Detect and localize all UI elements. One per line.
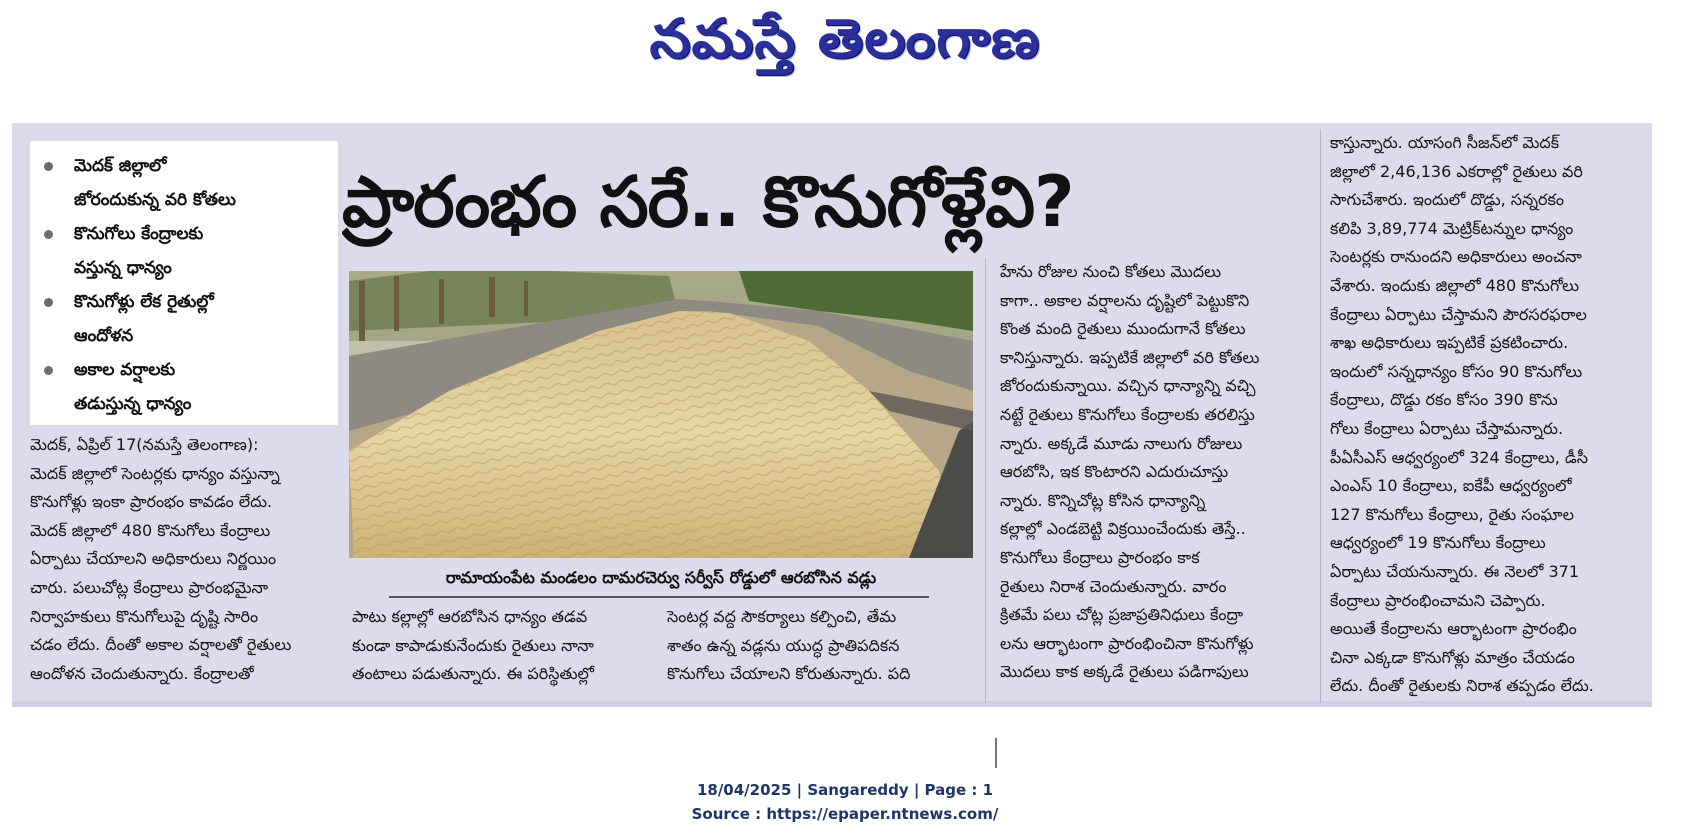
text-line: చారు. పలుచోట్ల కేంద్రాలు ప్రారంభమైనా — [30, 577, 269, 597]
highlight-line: అకాల వర్షాలకు — [74, 360, 176, 380]
text-line: ఆధ్వర్యంలో 19 కొనుగోలు కేంద్రాలు — [1330, 533, 1546, 553]
text-line: మెదక్ జిల్లాలో 480 కొనుగోలు కేంద్రాలు — [30, 520, 271, 540]
next-article-strip — [0, 728, 1690, 764]
article-column-4 — [1000, 258, 1315, 703]
text-line: ఆందోళన చెందుతున్నారు. కేంద్రాలతో — [30, 663, 254, 683]
text-line: కేంద్రాలు ప్రారంభించామని చెప్పారు. — [1330, 590, 1546, 610]
highlight-item — [44, 353, 328, 421]
text-line: కేంద్రాలు, దొడ్డు రకం కోసం 390 కొను — [1330, 390, 1558, 410]
text-line: ఆరబోసి, ఇక కొంటారని ఎదురుచూస్తు — [1000, 462, 1229, 482]
column-divider — [995, 738, 997, 768]
news-article — [12, 123, 1652, 707]
text-line: కాగా.. అకాల వర్షాలను దృష్టిలో పెట్టుకొని — [1000, 290, 1250, 310]
text-line: కానిస్తున్నారు. ఇప్పటికే జిల్లాలో వరి కోతలు — [1000, 347, 1260, 367]
next-headline-fragment-right — [1030, 734, 1590, 764]
text-line: శాఖ అధికారులు ఇప్పటికే ప్రకటించారు. — [1330, 333, 1569, 353]
text-line: చినా ఎక్కడా కొనుగోళ్లు మాత్రం చేయడం — [1330, 647, 1575, 667]
highlight-line: ఆందోళన — [74, 326, 134, 346]
article-column-3 — [667, 603, 973, 703]
text-line: మెదక్, ఏప్రిల్ 17(నమస్తే తెలంగాణ): — [30, 435, 259, 454]
highlight-line: మెదక్ జిల్లాలో — [74, 156, 167, 176]
text-line: రైతులు నిరాశ చెందుతున్నారు. వారం — [1000, 576, 1227, 596]
text-line: శాతం ఉన్న వడ్లను యుద్ధ ప్రాతిపదికన — [667, 635, 900, 655]
text-line: కొంత మంది రైతులు ముందుగానే కోతలు — [1000, 319, 1246, 339]
column-divider — [985, 258, 986, 703]
text-line: కొనుగోలు చేయాలని కోరుతున్నారు. పది — [667, 664, 911, 684]
text-line: నట్టే రైతులు కొనుగోలు కేంద్రాలకు తరలిస్తు — [1000, 404, 1255, 424]
page-footer — [0, 778, 1690, 826]
text-line: జోరందుకున్నాయి. వచ్చిన ధాన్యాన్ని వచ్చి — [1000, 376, 1256, 396]
text-line: లను ఆర్భాటంగా ప్రారంభించినా కొనుగోళ్లు — [1000, 633, 1254, 653]
highlight-item — [44, 217, 328, 285]
text-line: ఇందులో సన్నధాన్యం కోసం 90 కొనుగోలు — [1330, 361, 1583, 381]
edition-info: 18/04/2025 | Sangareddy | Page : 1 — [696, 781, 994, 799]
paddy-drying-photo — [349, 271, 973, 558]
column-divider — [1320, 129, 1321, 703]
text-line: సాగుచేశారు. ఇందులో దొడ్డు, సన్నరకం — [1330, 190, 1564, 210]
text-line: చడం లేదు. దీంతో అకాల వర్షాలతో రైతులు — [30, 635, 292, 655]
text-line: కేంద్రాలు ఏర్పాటు చేస్తామని పౌరసరఫరాల — [1330, 304, 1587, 324]
text-line: పీఏసీఎస్ ఆధ్వర్యంలో 324 కేంద్రాలు, డీసీ — [1330, 447, 1588, 467]
text-line: కాస్తున్నారు. యాసంగి సీజన్‌లో మెదక్ — [1330, 133, 1560, 152]
source-link[interactable]: Source : https://epaper.ntnews.com/ — [691, 805, 999, 823]
text-line: క్రితమే పలు చోట్ల ప్రజాప్రతినిధులు కేంద్రా — [1000, 605, 1244, 625]
text-line: న్నారు. అక్కడే మూడు నాలుగు రోజులు — [1000, 433, 1243, 453]
masthead — [0, 0, 1690, 90]
text-line: ఏర్పాటు చేయాలని అధికారులు నిర్ణయిం — [30, 549, 277, 569]
text-line: గోలు కేంద్రాలు ఏర్పాటు చేస్తామన్నారు. — [1330, 418, 1564, 438]
article-column-2 — [352, 603, 652, 703]
text-line: కొనుగోలు కేంద్రాలు ప్రారంభం కాక — [1000, 547, 1200, 567]
highlight-item — [44, 285, 328, 353]
highlight-item — [44, 149, 328, 217]
text-line: పాటు కల్లాల్లో ఆరబోసిన ధాన్యం తడవ — [352, 607, 588, 626]
text-line: హేను రోజుల నుంచి కోతలు మొదలు — [1000, 262, 1222, 281]
text-line: 127 కొనుగోలు కేంద్రాలు, రైతు సంఘాల — [1330, 504, 1574, 524]
text-line: తంటాలు పడుతున్నారు. ఈ పరిస్థితుల్లో — [352, 664, 594, 684]
text-line: నిర్వాహకులు కొనుగోలుపై దృష్టి సారిం — [30, 606, 259, 626]
highlight-line: కొనుగోళ్లు లేక రైతుల్లో — [74, 292, 214, 312]
text-line: సెంటర్లకు రానుందని అధికారులు అంచనా — [1330, 247, 1582, 267]
newspaper-logo: నమస్తే తెలంగాణ — [649, 6, 1041, 70]
text-line: న్నారు. కొన్నిచోట్ల కోసిన ధాన్యాన్ని — [1000, 490, 1206, 510]
text-line: మొదలు కాక అక్కడే రైతులు పడిగాపులు — [1000, 662, 1249, 682]
article-column-5 — [1330, 129, 1644, 703]
text-line: కొనుగోళ్లు ఇంకా ప్రారంభం కావడం లేదు. — [30, 492, 273, 512]
article-column-1 — [30, 431, 340, 701]
text-line: లేదు. దీంతో రైతులకు నిరాశ తప్పడం లేదు. — [1330, 676, 1594, 696]
text-line: ఎంఎస్ 10 కేంద్రాలు, ఐకేపీ ఆధ్వర్యంలో — [1330, 476, 1572, 496]
highlight-line: కొనుగోలు కేంద్రాలకు — [74, 224, 204, 244]
highlight-line: తడుస్తున్న ధాన్యం — [74, 394, 192, 414]
highlight-line: జోరందుకున్న వరి కోతలు — [74, 190, 236, 210]
text-line: వేశారు. ఇందుకు జిల్లాలో 480 కొనుగోలు — [1330, 275, 1580, 295]
next-headline-fragment-left — [30, 734, 590, 764]
photo-illustration — [349, 271, 973, 558]
text-line: కుండా కాపాడుకునేందుకు రైతులు నానా — [352, 635, 594, 655]
highlights-box — [30, 141, 338, 425]
caption-underline — [389, 596, 929, 598]
text-line: ఏర్పాటు చేయనున్నారు. ఈ నెలలో 371 — [1330, 561, 1579, 581]
text-line: సెంటర్ల వద్ద సౌకర్యాలు కల్పించి, తేమ — [667, 607, 897, 626]
text-line: అయితే కేంద్రాలను ఆర్భాటంగా ప్రారంభిం — [1330, 619, 1577, 639]
text-line: కలిపి 3,89,774 మెట్రిక్‌టన్నుల ధాన్యం — [1330, 218, 1574, 238]
text-line: జిల్లాలో 2,46,136 ఎకరాల్లో రైతులు వరి — [1330, 161, 1583, 181]
photo-caption: రామాయంపేట మండలం దామరచెర్వు సర్వీస్ రోడ్డులో ఆరబోసిన వడ్లు — [445, 568, 877, 587]
highlight-line: వస్తున్న ధాన్యం — [74, 258, 172, 278]
text-line: కల్లాల్లో ఎండబెట్టి విక్రయించేందుకు తెస్తే.. — [1000, 519, 1246, 539]
article-headline: ప్రారంభం సరే.. కొనుగోళ్లేవి? — [342, 161, 1074, 243]
text-line: మెదక్ జిల్లాలో సెంటర్లకు ధాన్యం వస్తున్నా — [30, 463, 280, 483]
